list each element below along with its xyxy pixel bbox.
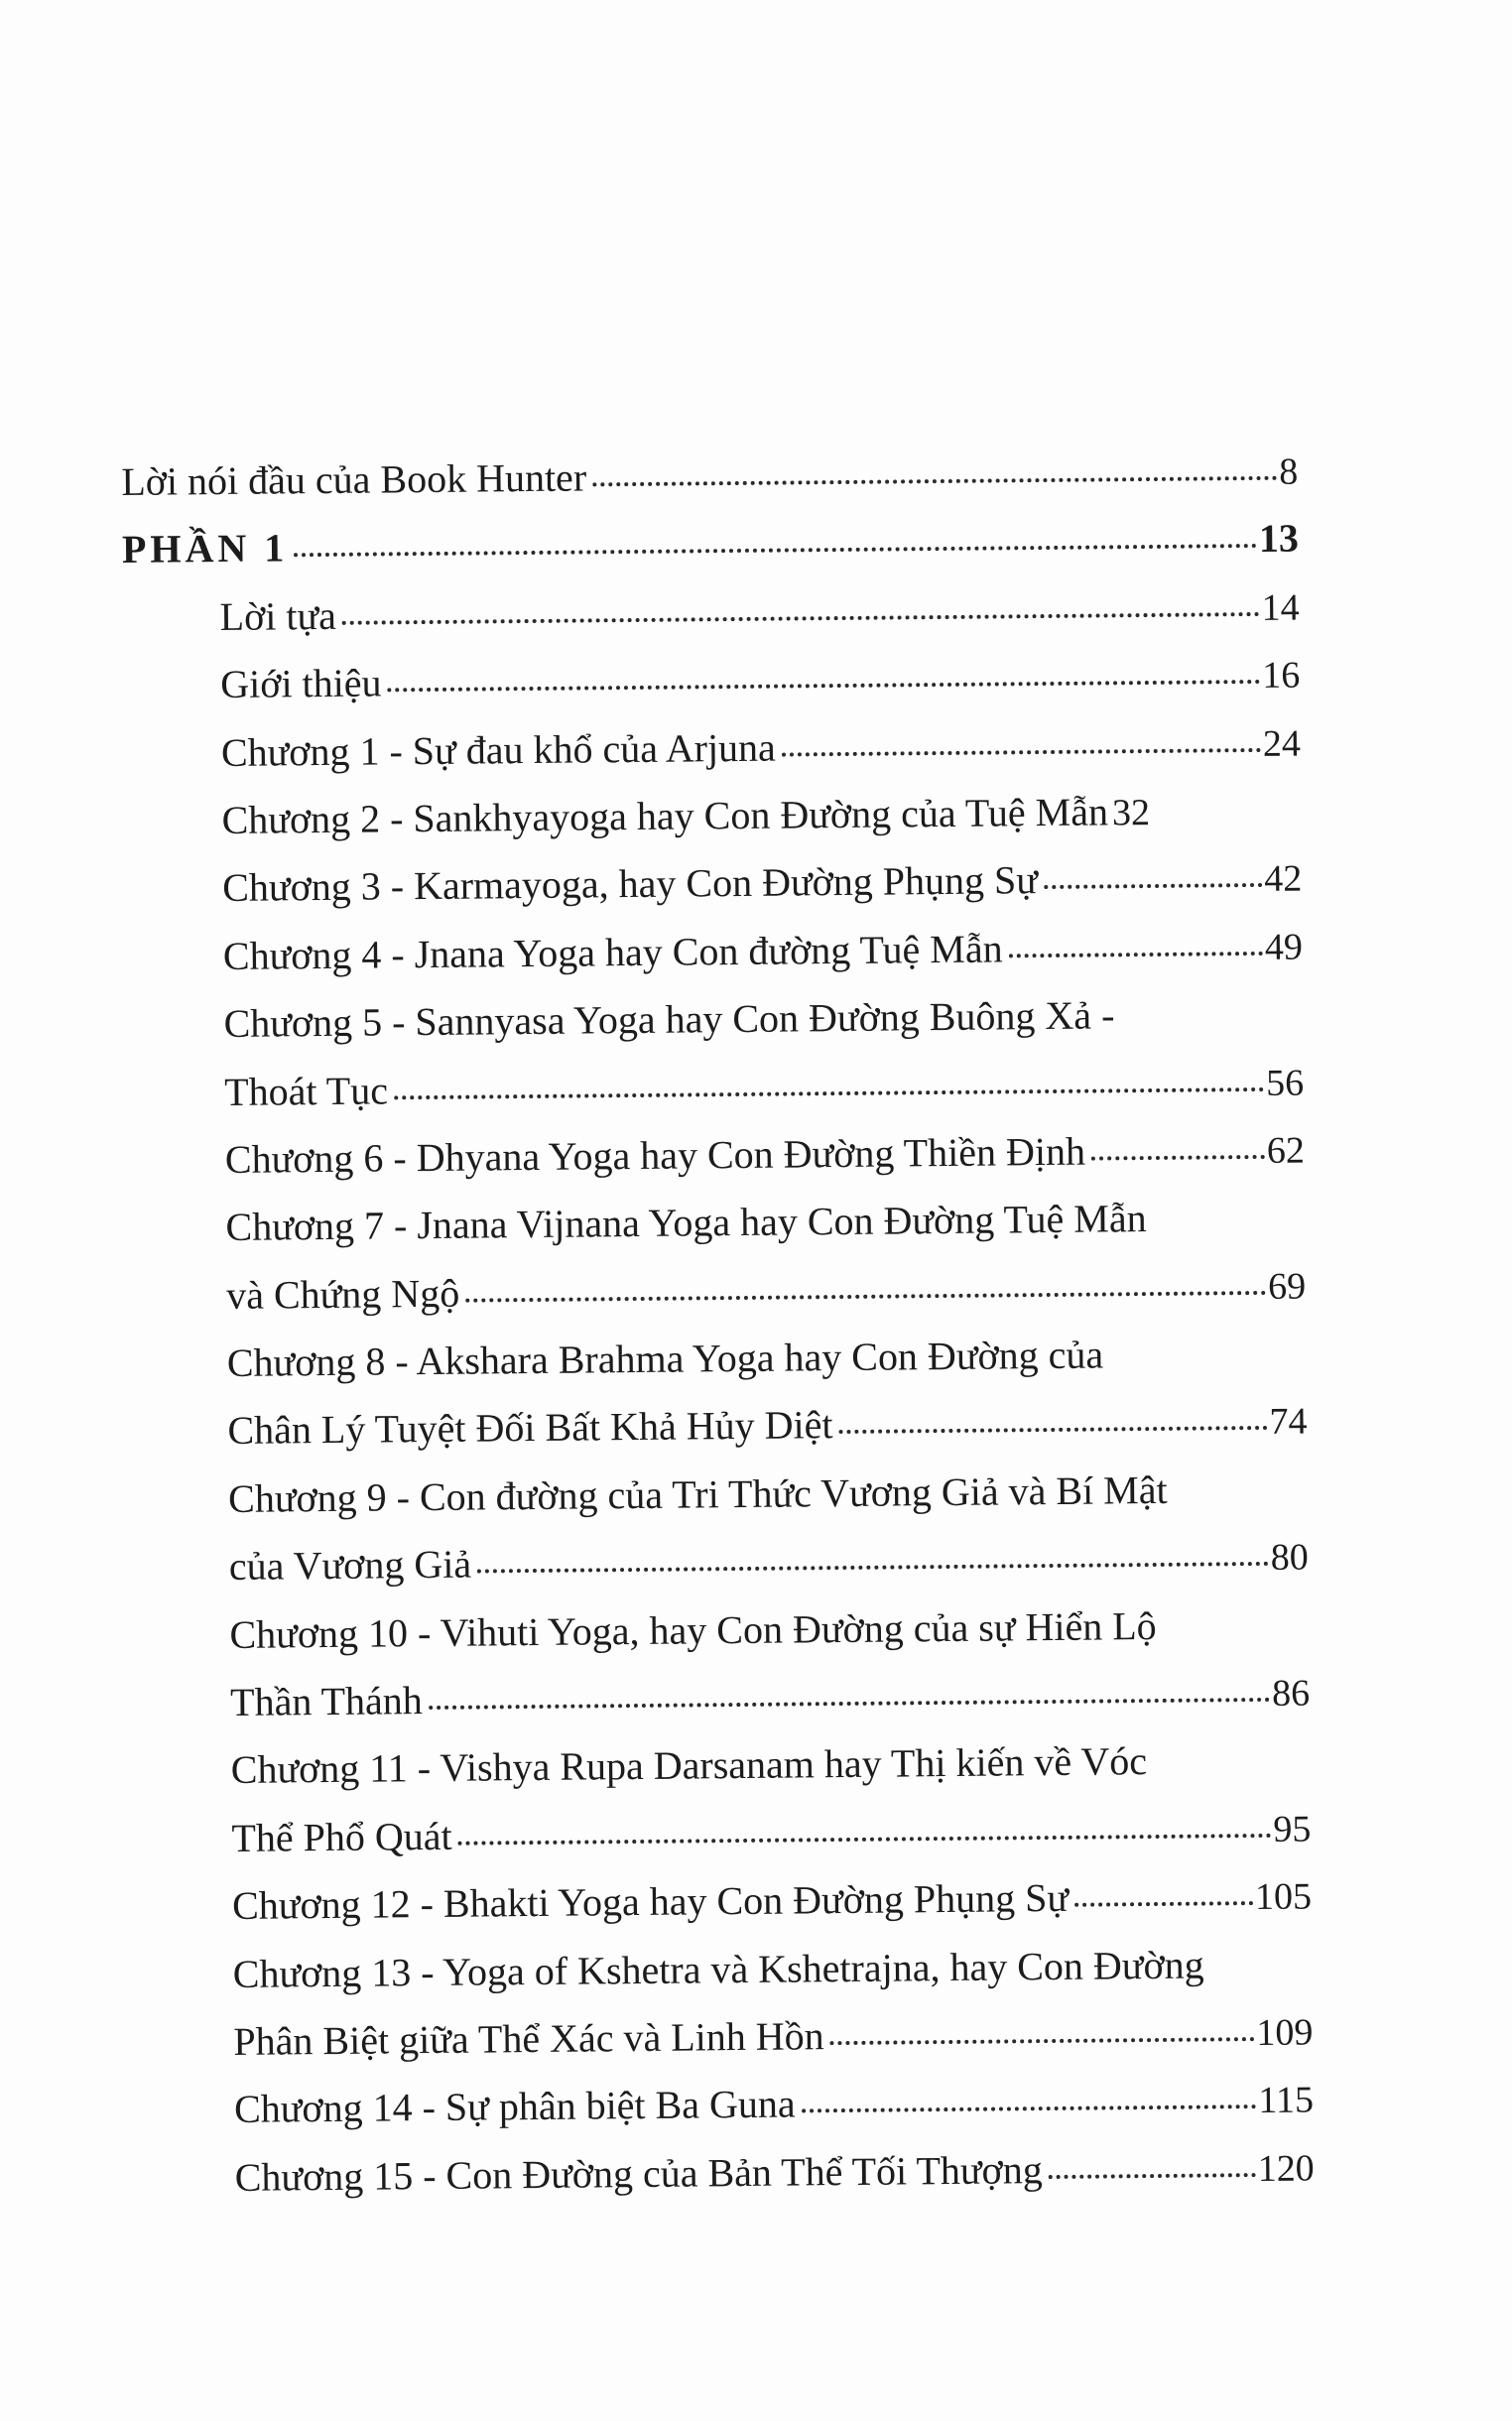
table-of-contents	[117, 438, 1315, 2213]
toc-entry-line	[220, 641, 1301, 719]
toc-entry	[129, 1659, 1311, 1738]
toc-entry-title: Chương 2 - Sankhyayoga hay Con Đường của Tuệ Mẫn	[221, 789, 1109, 842]
dot-leader	[477, 1556, 1269, 1574]
toc-page-number: 105	[1254, 1875, 1313, 1919]
toc-entry	[119, 641, 1301, 720]
toc-entry	[121, 844, 1303, 924]
toc-entry-line	[222, 844, 1303, 923]
toc-page-number: 74	[1269, 1401, 1308, 1444]
toc-entry-title: Thoát Tục	[224, 1067, 389, 1114]
dot-leader	[1044, 877, 1262, 889]
dot-leader	[838, 1420, 1267, 1434]
dot-leader	[458, 1828, 1272, 1846]
toc-entry-line	[225, 1115, 1306, 1194]
toc-entry-title: Chương 15 - Con Đường của Bản Thể Tối Thượng	[234, 2146, 1043, 2200]
toc-entry-line	[226, 1251, 1307, 1330]
toc-entry-title: Chương 3 - Karmayoga, hay Con Đường Phụng Sự	[222, 857, 1039, 911]
dot-leader	[388, 674, 1261, 692]
toc-page-number: 62	[1266, 1129, 1306, 1172]
toc-page-number: 115	[1258, 2079, 1315, 2122]
toc-entry-title: Lời tựa	[219, 592, 337, 639]
toc-entry-title: PHẦN 1	[121, 525, 289, 573]
dot-leader	[294, 538, 1257, 557]
dot-leader	[429, 1692, 1270, 1710]
toc-entry	[125, 1251, 1307, 1331]
toc-entry-line	[228, 1455, 1309, 1532]
dot-leader	[394, 1081, 1264, 1098]
toc-entry-title: Chương 10 - Vihuti Yoga, hay Con Đường của sự Hiển Lộ	[229, 1602, 1157, 1657]
toc-entry-line	[121, 438, 1299, 517]
toc-entry	[122, 912, 1304, 991]
toc-entry-line	[225, 1184, 1306, 1261]
dot-leader	[1049, 2167, 1256, 2179]
toc-entry-line	[234, 2066, 1315, 2144]
toc-page-number: 80	[1270, 1536, 1309, 1580]
toc-entry	[124, 1115, 1306, 1195]
toc-page-number: 8	[1279, 450, 1299, 493]
toc-page-number: 109	[1256, 2011, 1314, 2055]
toc-entry-line	[221, 777, 1302, 855]
dot-leader	[592, 470, 1277, 487]
toc-entry-line	[232, 1862, 1313, 1941]
toc-entry	[128, 1523, 1310, 1602]
toc-entry	[131, 1930, 1313, 2009]
toc-entry	[122, 980, 1304, 1060]
toc-entry	[126, 1320, 1308, 1399]
toc-entry-title: Chương 8 - Akshara Brahma Yoga hay Con Đường của	[226, 1332, 1104, 1386]
toc-entry-title: Chương 14 - Sự phân biệt Ba Guna	[233, 2081, 796, 2132]
toc-entry-title: Lời nói đầu của Book Hunter	[121, 454, 587, 504]
toc-entry-line	[228, 1523, 1309, 1601]
toc-entry	[126, 1387, 1308, 1466]
toc-entry-line	[227, 1387, 1308, 1465]
toc-entry-line	[221, 708, 1302, 787]
toc-entry-line	[223, 980, 1304, 1058]
toc-entry-line	[223, 912, 1304, 990]
toc-entry-title: Chương 11 - Vishya Rupa Darsanam hay Thị kiến về Vóc	[230, 1738, 1148, 1793]
toc-entry-line	[230, 1659, 1311, 1737]
toc-page-number: 24	[1262, 722, 1302, 765]
toc-entry-line	[230, 1726, 1311, 1804]
toc-page-number: 49	[1264, 926, 1304, 968]
toc-entry-title: Chương 7 - Jnana Vijnana Yoga hay Con Đường Tuệ Mẫn	[225, 1196, 1147, 1250]
toc-page-number: 42	[1264, 857, 1303, 901]
toc-page-number: 32	[1111, 791, 1151, 834]
toc-entry	[124, 1184, 1306, 1263]
toc-entry	[127, 1455, 1309, 1534]
toc-entry	[132, 1997, 1314, 2077]
toc-entry-line	[227, 1320, 1308, 1397]
toc-entry-title: và Chứng Ngộ	[225, 1270, 460, 1318]
dot-leader	[1074, 1895, 1253, 1907]
toc-entry-line	[219, 573, 1300, 651]
dot-leader	[1091, 1149, 1265, 1161]
toc-page-number: 14	[1261, 586, 1300, 629]
toc-entry	[130, 1794, 1312, 1873]
toc-entry-title: Thần Thánh	[229, 1678, 423, 1724]
toc-entry-title: Chương 13 - Yoga of Kshetra và Kshetrajna, hay Con Đường	[232, 1942, 1204, 1996]
toc-page-number: 56	[1265, 1062, 1305, 1104]
toc-entry-title: Chân Lý Tuyệt Đối Bất Khả Hủy Diệt	[227, 1402, 833, 1454]
toc-entry	[133, 2066, 1315, 2145]
toc-entry-line	[231, 1794, 1312, 1872]
toc-page-number: 86	[1271, 1672, 1311, 1715]
dot-leader	[1009, 946, 1263, 957]
dot-leader	[342, 606, 1260, 625]
toc-entry-title: Chương 6 - Dhyana Yoga hay Con Đường Thiền Định	[224, 1128, 1086, 1182]
dot-leader	[465, 1285, 1266, 1303]
toc-entry-line	[229, 1591, 1310, 1668]
toc-page-number: 120	[1257, 2147, 1315, 2190]
toc-entry-title: Chương 12 - Bhakti Yoga hay Con Đường Phụng Sự	[231, 1875, 1070, 1929]
toc-entry	[120, 777, 1302, 856]
toc-entry-line	[233, 1997, 1314, 2076]
toc-entry-line	[234, 2133, 1315, 2212]
toc-page-number: 95	[1273, 1808, 1312, 1850]
toc-entry-title: Phân Biệt giữa Thể Xác và Linh Hồn	[233, 2013, 824, 2064]
toc-entry-line	[224, 1048, 1305, 1126]
toc-entry	[133, 2133, 1315, 2213]
dot-leader	[802, 2099, 1257, 2112]
dot-leader	[782, 742, 1261, 757]
toc-page-number: 16	[1262, 654, 1301, 698]
toc-entry	[128, 1591, 1310, 1670]
toc-part-heading	[118, 505, 1300, 584]
toc-entry	[129, 1726, 1311, 1806]
toc-entry	[131, 1862, 1313, 1942]
toc-entry	[123, 1048, 1305, 1127]
toc-entry-title: Chương 1 - Sự đau khổ của Arjuna	[220, 724, 777, 775]
toc-entry-line	[122, 505, 1300, 583]
toc-entry-title: Chương 5 - Sannyasa Yoga hay Con Đường Buông Xả -	[223, 992, 1115, 1047]
dot-leader	[830, 2031, 1255, 2045]
toc-entry-title: Giới thiệu	[220, 660, 382, 707]
toc-entry-line	[232, 1930, 1313, 2007]
toc-page-number: 13	[1258, 515, 1300, 562]
toc-entry-title: Thể Phổ Quát	[231, 1813, 452, 1860]
toc-entry	[117, 438, 1299, 517]
toc-entry	[118, 573, 1300, 652]
toc-entry-title: Chương 4 - Jnana Yoga hay Con đường Tuệ Mẫn	[222, 926, 1003, 978]
toc-entry-title: của Vương Giả	[228, 1541, 472, 1590]
toc-entry	[120, 708, 1302, 788]
toc-entry-title: Chương 9 - Con đường của Tri Thức Vương Giả và Bí Mật	[227, 1466, 1168, 1521]
toc-page-number: 69	[1267, 1265, 1307, 1308]
